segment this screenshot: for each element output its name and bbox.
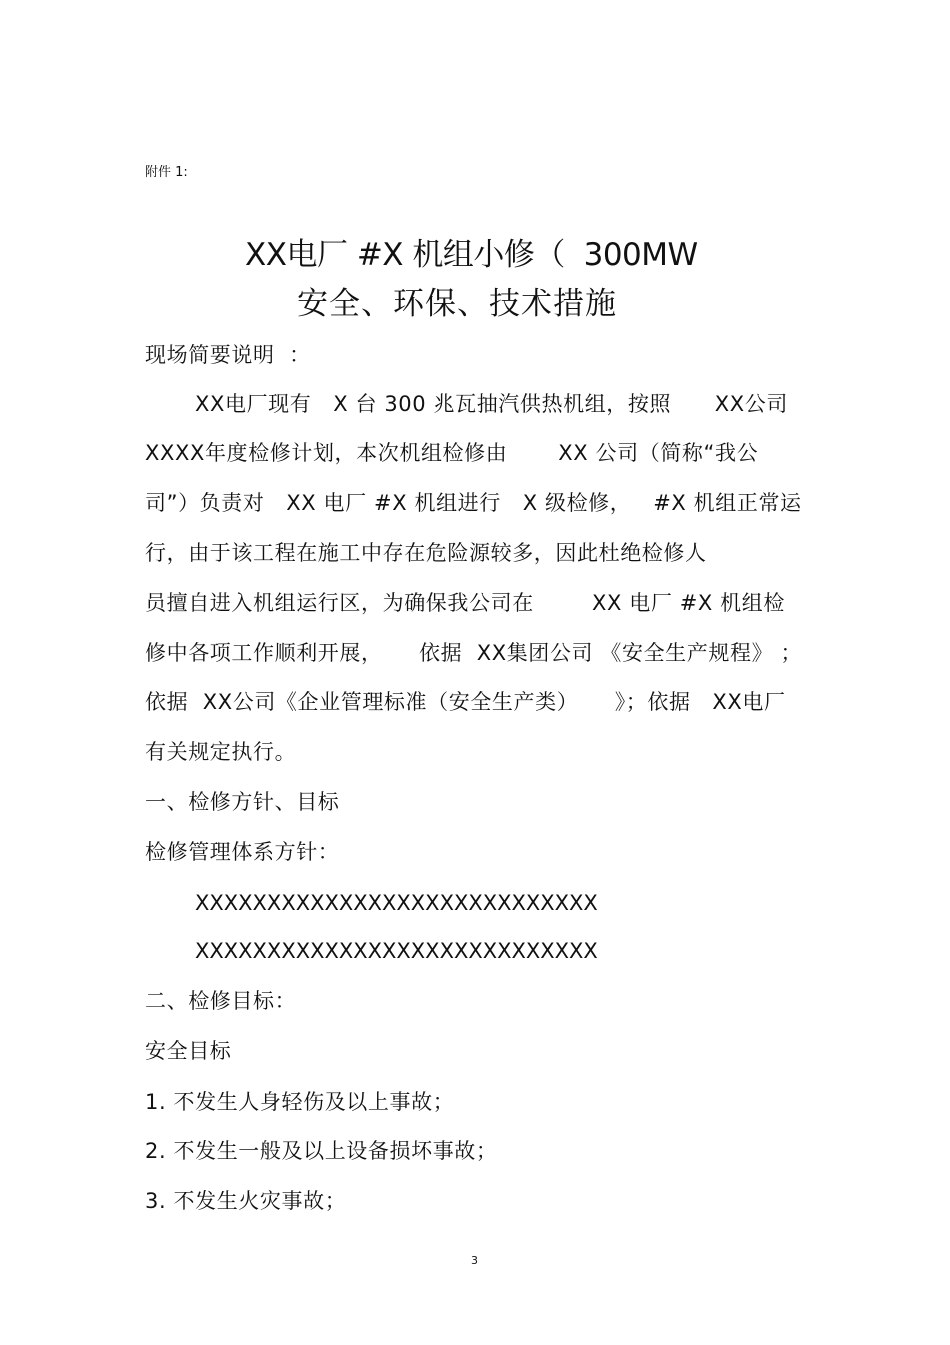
attachment-label: 附件 1: bbox=[145, 165, 188, 180]
policy-label: 检修管理体系方针： bbox=[145, 840, 340, 864]
intro-paragraph-line: 员擅自进入机组运行区，为确保我公司在 XX 电厂 #X 机组检 bbox=[145, 591, 785, 615]
safety-goal-label: 安全目标 bbox=[145, 1039, 232, 1063]
intro-paragraph-line: 依据 XX公司《企业管理标准（安全生产类） 》；依据 XX电厂 bbox=[145, 690, 786, 714]
policy-line: XXXXXXXXXXXXXXXXXXXXXXXXXXXX bbox=[195, 891, 598, 915]
safety-goal-item: 2. 不发生一般及以上设备损坏事故； bbox=[145, 1139, 498, 1163]
intro-paragraph-line: 有关规定执行。 bbox=[145, 740, 297, 764]
intro-paragraph-line: XX电厂现有 X 台 300 兆瓦抽汽供热机组，按照 XX公司 bbox=[195, 392, 788, 416]
section-1-heading: 一、检修方针、目标 bbox=[145, 790, 340, 814]
document-title-line-2: 安全、环保、技术措施 bbox=[297, 286, 617, 322]
intro-heading: 现场简要说明 ： bbox=[145, 343, 311, 367]
intro-paragraph-line: 修中各项工作顺利开展， 依据 XX集团公司 《安全生产规程》 ； bbox=[145, 641, 803, 665]
safety-goal-item: 1. 不发生人身轻伤及以上事故； bbox=[145, 1090, 455, 1114]
policy-line: XXXXXXXXXXXXXXXXXXXXXXXXXXXX bbox=[195, 939, 598, 963]
intro-paragraph-line: 行，由于该工程在施工中存在危险源较多，因此杜绝检修人 bbox=[145, 541, 707, 565]
safety-goal-item: 3. 不发生火灾事故； bbox=[145, 1189, 347, 1213]
document-title-line-1: XX电厂 #X 机组小修（ 300MW bbox=[245, 237, 698, 273]
intro-paragraph-line: XXXX年度检修计划，本次机组检修由 XX 公司（简称“我公 bbox=[145, 441, 759, 465]
intro-paragraph-line: 司”）负责对 XX 电厂 #X 机组进行 X 级检修， #X 机组正常运 bbox=[145, 491, 802, 515]
section-2-heading: 二、检修目标： bbox=[145, 989, 297, 1013]
page-number: 3 bbox=[471, 1254, 478, 1267]
